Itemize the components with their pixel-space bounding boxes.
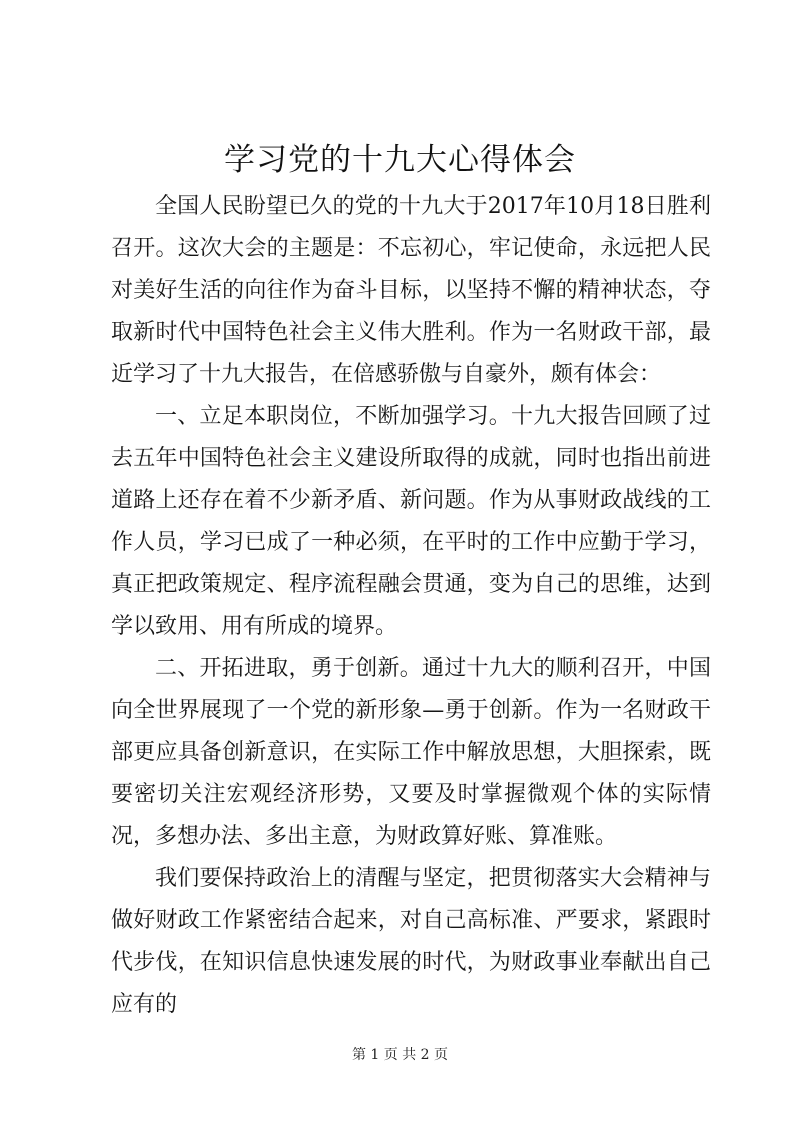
document-title: 学习党的十九大心得体会 — [224, 142, 576, 178]
paragraph-conclusion: 我们要保持政治上的清醒与坚定，把贯彻落实大会精神与做好财政工作紧密结合起来，对自己高标准、严要求，紧跟时代步伐，在知识信息快速发展的时代，为财政事业奉献出自己应有的 — [111, 866, 711, 1017]
paragraph-intro: 全国人民盼望已久的党的十九大于2017年10月18日胜利召开。这次大会的主题是：不忘初心，牢记使命，永远把人民对美好生活的向往作为奋斗目标，以坚持不懈的精神状态，夺取新时代中国特色社会主义伟大胜利。作为一名财政干部，最近学习了十九大报告，在倍感骄傲与自豪外，颇有体会： — [111, 194, 711, 387]
paragraph-point-two: 二、开拓进取，勇于创新。通过十九大的顺利召开，中国向全世界展现了一个党的新形象—勇于创新。作为一名财政干部更应具备创新意识，在实际工作中解放思想，大胆探索，既要密切关注宏观经济形势，又要及时掌握微观个体的实际情况，多想办法、多出主意，为财政算好账、算准账。 — [111, 656, 711, 849]
document-body — [111, 186, 711, 1026]
paragraph-point-one: 一、立足本职岗位，不断加强学习。十九大报告回顾了过去五年中国特色社会主义建设所取得的成就，同时也指出前进道路上还存在着不少新矛盾、新问题。作为从事财政战线的工作人员，学习已成了一种必须，在平时的工作中应勤于学习，真正把政策规定、程序流程融会贯通，变为自己的思维，达到学以致用、用有所成的境界。 — [111, 404, 711, 639]
page-footer: 第 1 页 共 2 页 — [351, 1047, 449, 1063]
